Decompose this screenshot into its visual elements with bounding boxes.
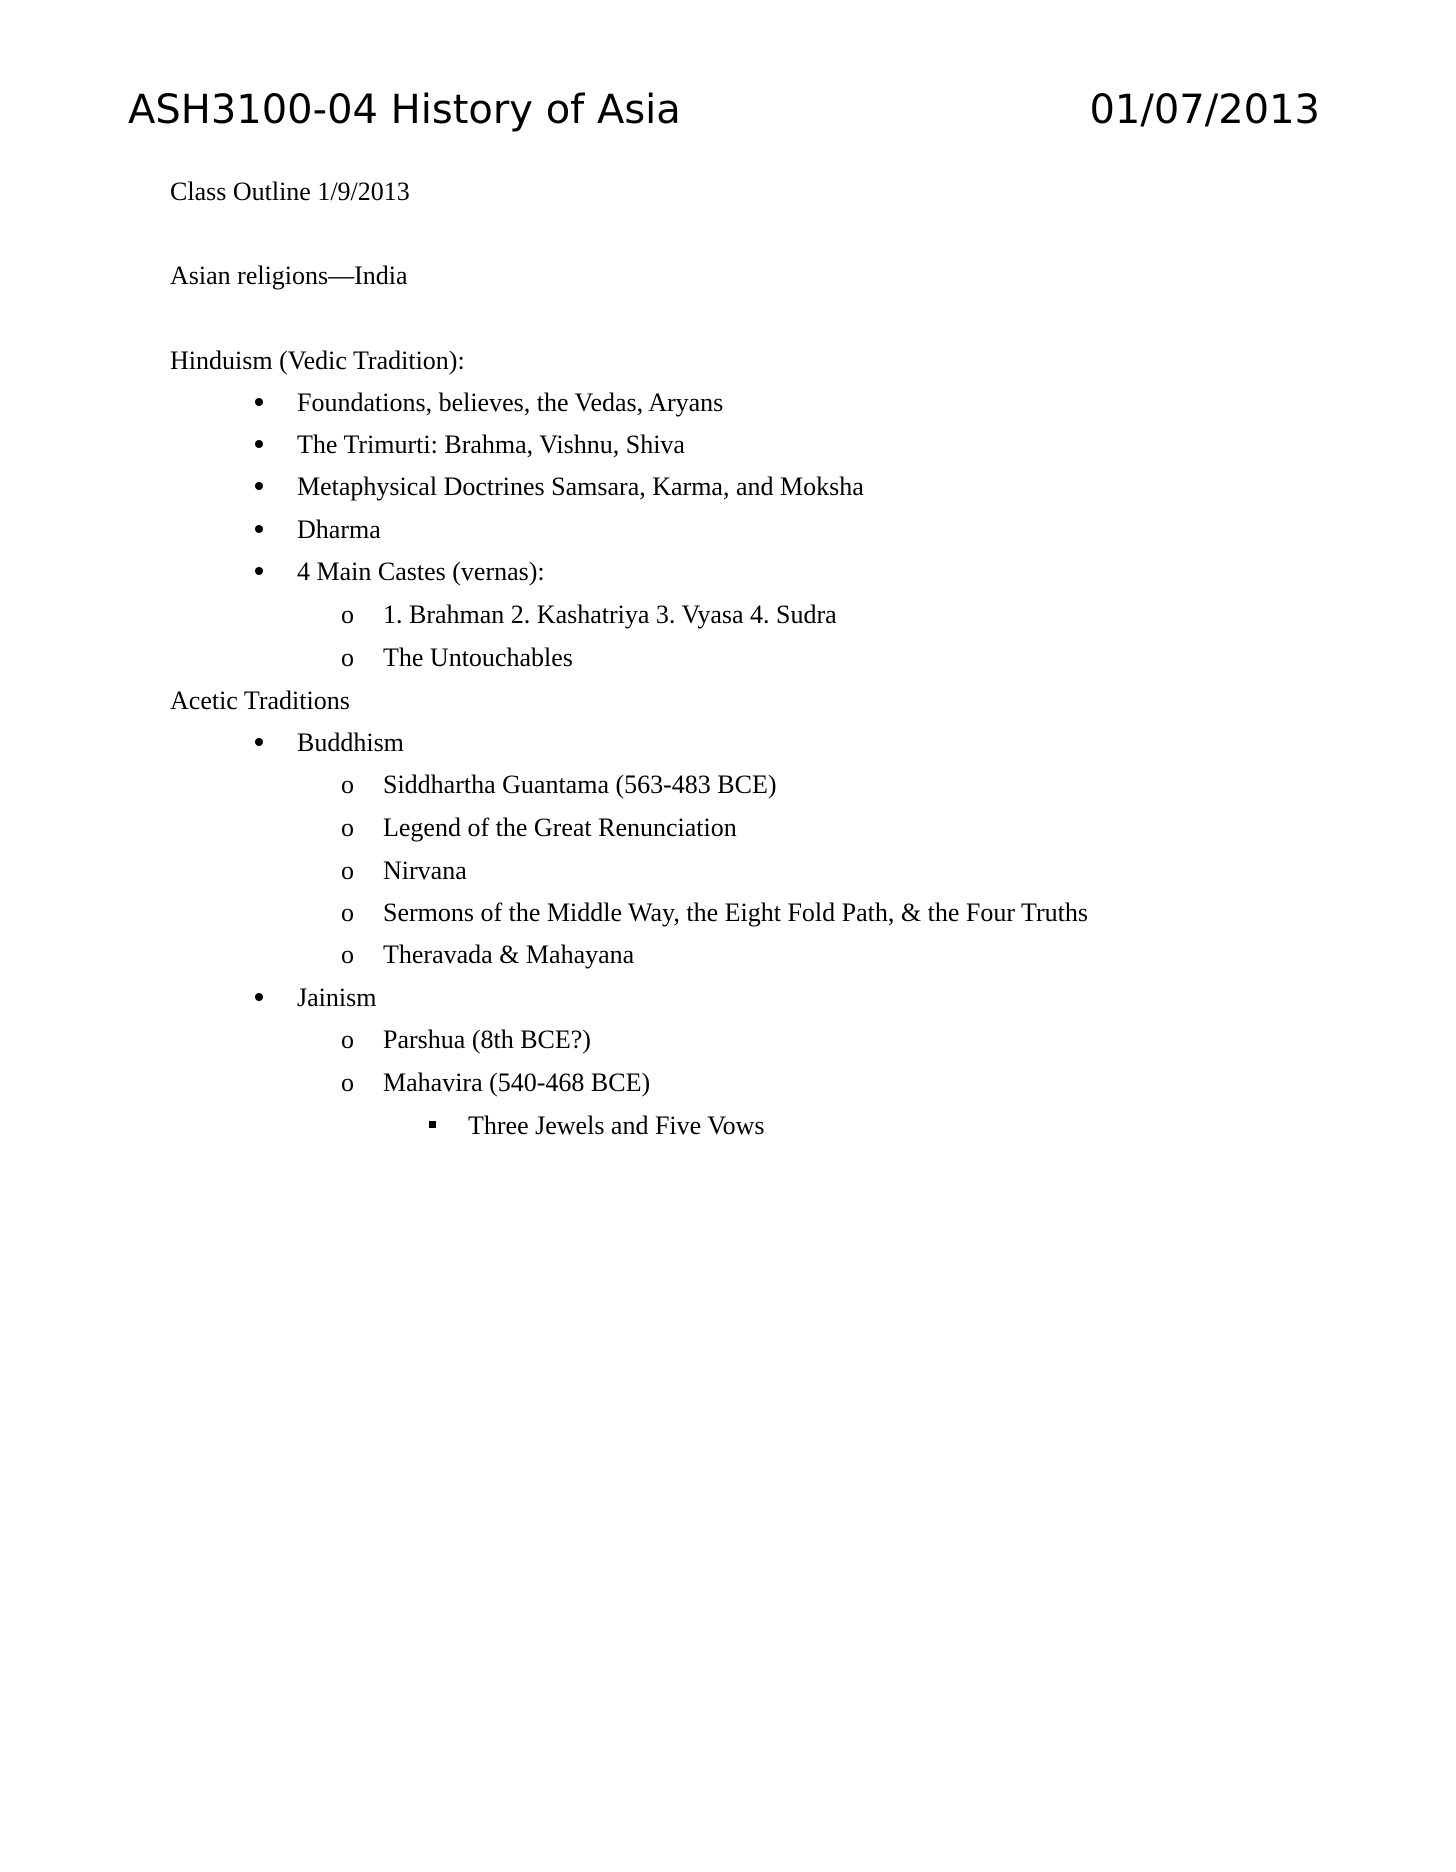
bullet-icon <box>255 738 263 746</box>
acetic-heading: Acetic Traditions <box>170 686 350 715</box>
list-item: The Trimurti: Brahma, Vishnu, Shiva <box>297 430 685 459</box>
sub-bullet-icon: o <box>341 898 354 927</box>
sub-bullet-icon: o <box>341 643 354 672</box>
sub-bullet-icon: o <box>341 770 354 799</box>
list-subitem: Legend of the Great Renunciation <box>383 813 737 842</box>
bullet-icon <box>255 482 263 490</box>
sub-bullet-icon: o <box>341 1025 354 1054</box>
sub-bullet-icon: o <box>341 940 354 969</box>
list-item: Metaphysical Doctrines Samsara, Karma, and Moksha <box>297 472 864 501</box>
list-subitem: 1. Brahman 2. Kashatriya 3. Vyasa 4. Sudra <box>383 600 837 629</box>
list-item: 4 Main Castes (vernas): <box>297 557 545 586</box>
list-item: Dharma <box>297 515 381 544</box>
bullet-icon <box>255 398 263 406</box>
list-subsubitem: Three Jewels and Five Vows <box>468 1111 765 1140</box>
sub-bullet-icon: o <box>341 1068 354 1097</box>
bullet-icon <box>255 567 263 575</box>
list-subitem: Sermons of the Middle Way, the Eight Fold Path, & the Four Truths <box>383 898 1088 927</box>
list-subitem: Siddhartha Guantama (563-483 BCE) <box>383 770 777 799</box>
list-subitem: Parshua (8th BCE?) <box>383 1025 591 1054</box>
bullet-icon <box>255 525 263 533</box>
document-title: ASH3100-04 History of Asia <box>128 87 681 133</box>
sub-bullet-icon: o <box>341 813 354 842</box>
bullet-icon <box>255 993 263 1001</box>
sub-bullet-icon: o <box>341 600 354 629</box>
square-bullet-icon <box>429 1121 436 1128</box>
list-item: Buddhism <box>297 728 404 757</box>
list-subitem: Nirvana <box>383 856 467 885</box>
bullet-icon <box>255 440 263 448</box>
sub-bullet-icon: o <box>341 856 354 885</box>
list-subitem: The Untouchables <box>383 643 573 672</box>
hinduism-heading: Hinduism (Vedic Tradition): <box>170 346 465 375</box>
list-item: Foundations, believes, the Vedas, Aryans <box>297 388 724 417</box>
list-item: Jainism <box>297 983 377 1012</box>
document-date: 01/07/2013 <box>1089 87 1320 133</box>
topic-line: Asian religions—India <box>170 261 408 290</box>
list-subitem: Theravada & Mahayana <box>383 940 635 969</box>
list-subitem: Mahavira (540-468 BCE) <box>383 1068 651 1097</box>
class-outline-line: Class Outline 1/9/2013 <box>170 177 410 206</box>
